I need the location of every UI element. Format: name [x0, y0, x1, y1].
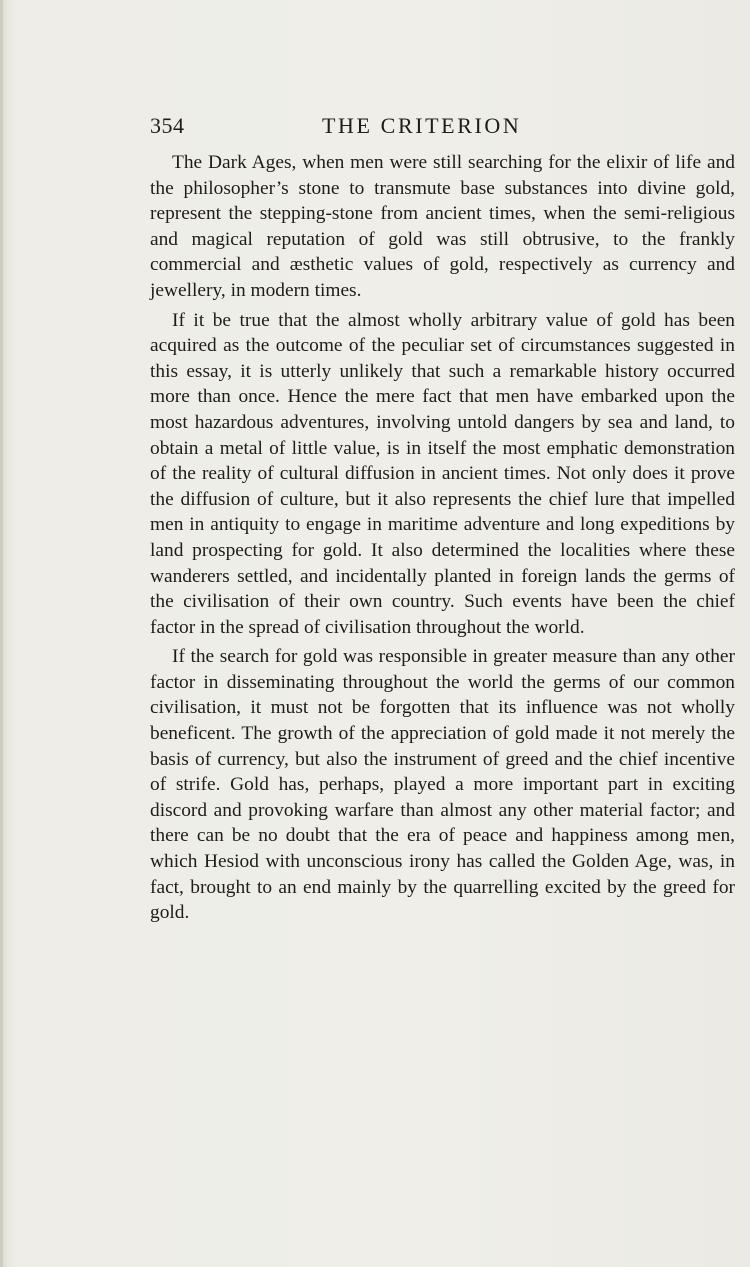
page-header	[150, 113, 735, 143]
running-head: THE CRITERION	[322, 113, 522, 138]
paragraph-3: If the search for gold was responsible in greater measure than any other factor in disseminating throughout the world the germs of our common civilisation, it must not be forgotten that its influence was not wholly beneficent. The growth of the appreciation of gold made it not merely the basis of currency, but also the instrument of greed and the chief incentive of strife. Gold has, perhaps, played a more important part in exciting discord and provoking warfare than almost any other material factor; and there can be no doubt that the era of peace and happiness among men, which Hesiod with unconscious irony has called the Golden Age, was, in fact, brought to an end mainly by the quarrelling excited by the greed for gold.	[150, 646, 735, 924]
page-number: 354	[150, 113, 185, 138]
paragraph-2: If it be true that the almost wholly arbitrary value of gold has been acquired as the outcome of the peculiar set of circumstances suggested in this essay, it is utterly unlikely that such a remarkable history occurred more than once. Hence the mere fact that men have embarked upon the most hazardous adventures, involving untold dangers by sea and land, to obtain a metal of little value, is in itself the most emphatic demonstration of the reality of cultural diffusion in ancient times. Not only does it prove the diffusion of culture, but it also represents the chief lure that impelled men in antiquity to engage in maritime adventure and long expeditions by land prospecting for gold. It also determined the localities where these wanderers settled, and incidentally planted in foreign lands the germs of the civilisation of their own country. Such events have been the chief factor in the spread of civilisation throughout the world.	[150, 309, 735, 638]
body-text	[150, 150, 735, 930]
paragraph-1: The Dark Ages, when men were still searching for the elixir of life and the philosopher’s stone to transmute base substances into divine gold, represent the stepping-stone from ancient times, when the semi-religious and magical reputation of gold was still obtrusive, to the frankly commercial and æsthetic values of gold, respectively as currency and jewellery, in modern times.	[150, 152, 735, 301]
